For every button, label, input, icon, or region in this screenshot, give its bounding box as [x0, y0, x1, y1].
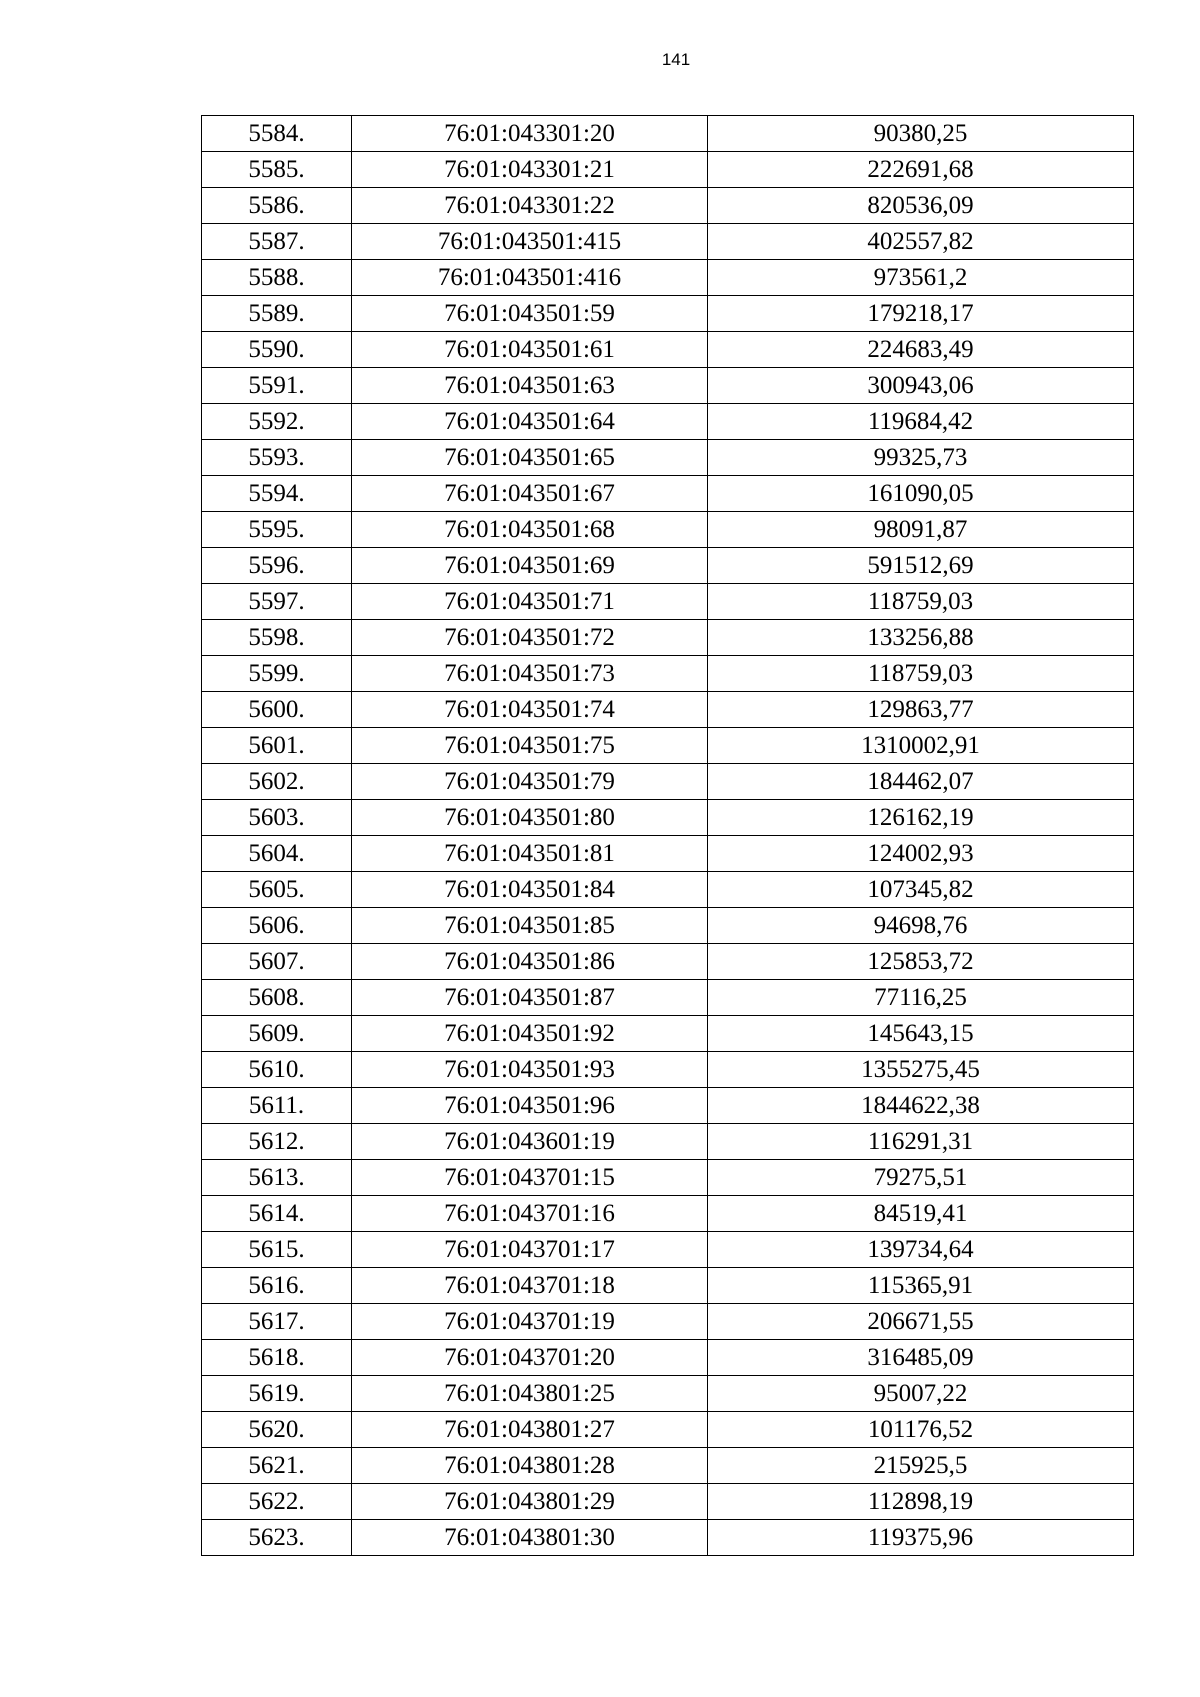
table-row: [202, 980, 1134, 1016]
cadastral-number-cell: 76:01:043601:19: [352, 1124, 708, 1160]
table-row: [202, 512, 1134, 548]
row-number-cell: 5622.: [202, 1484, 352, 1520]
cadastral-value-cell: 316485,09: [708, 1340, 1134, 1376]
row-number-cell: 5602.: [202, 764, 352, 800]
cadastral-number-cell: 76:01:043501:80: [352, 800, 708, 836]
cadastral-number-cell: 76:01:043501:84: [352, 872, 708, 908]
table-row: [202, 1016, 1134, 1052]
cadastral-value-cell: 222691,68: [708, 152, 1134, 188]
cadastral-value-cell: 99325,73: [708, 440, 1134, 476]
row-number-cell: 5617.: [202, 1304, 352, 1340]
row-number-cell: 5588.: [202, 260, 352, 296]
cadastral-number-cell: 76:01:043501:75: [352, 728, 708, 764]
row-number-cell: 5600.: [202, 692, 352, 728]
cadastral-number-cell: 76:01:043701:16: [352, 1196, 708, 1232]
cadastral-number-cell: 76:01:043501:93: [352, 1052, 708, 1088]
row-number-cell: 5611.: [202, 1088, 352, 1124]
cadastral-value-cell: 112898,19: [708, 1484, 1134, 1520]
table-row: [202, 728, 1134, 764]
table-row: [202, 1088, 1134, 1124]
row-number-cell: 5604.: [202, 836, 352, 872]
cadastral-number-cell: 76:01:043501:67: [352, 476, 708, 512]
row-number-cell: 5591.: [202, 368, 352, 404]
row-number-cell: 5614.: [202, 1196, 352, 1232]
cadastral-number-cell: 76:01:043501:71: [352, 584, 708, 620]
row-number-cell: 5613.: [202, 1160, 352, 1196]
table-row: [202, 548, 1134, 584]
cadastral-value-cell: 161090,05: [708, 476, 1134, 512]
cadastral-value-cell: 101176,52: [708, 1412, 1134, 1448]
row-number-cell: 5612.: [202, 1124, 352, 1160]
cadastral-number-cell: 76:01:043701:15: [352, 1160, 708, 1196]
table-row: [202, 1304, 1134, 1340]
cadastral-value-cell: 179218,17: [708, 296, 1134, 332]
table-row: [202, 800, 1134, 836]
cadastral-number-cell: 76:01:043501:416: [352, 260, 708, 296]
page-number: 141: [661, 50, 691, 69]
cadastral-number-cell: 76:01:043301:22: [352, 188, 708, 224]
cadastral-number-cell: 76:01:043701:17: [352, 1232, 708, 1268]
row-number-cell: 5619.: [202, 1376, 352, 1412]
cadastral-value-cell: 215925,5: [708, 1448, 1134, 1484]
cadastral-value-cell: 119375,96: [708, 1520, 1134, 1556]
table-row: [202, 656, 1134, 692]
cadastral-number-cell: 76:01:043801:25: [352, 1376, 708, 1412]
cadastral-number-cell: 76:01:043501:96: [352, 1088, 708, 1124]
table-row: [202, 116, 1134, 152]
row-number-cell: 5610.: [202, 1052, 352, 1088]
cadastral-number-cell: 76:01:043301:20: [352, 116, 708, 152]
row-number-cell: 5597.: [202, 584, 352, 620]
cadastral-value-cell: 77116,25: [708, 980, 1134, 1016]
table-row: [202, 368, 1134, 404]
cadastral-value-cell: 115365,91: [708, 1268, 1134, 1304]
table-row: [202, 908, 1134, 944]
row-number-cell: 5590.: [202, 332, 352, 368]
table-row: [202, 1268, 1134, 1304]
cadastral-value-cell: 79275,51: [708, 1160, 1134, 1196]
row-number-cell: 5584.: [202, 116, 352, 152]
row-number-cell: 5606.: [202, 908, 352, 944]
cadastral-number-cell: 76:01:043501:415: [352, 224, 708, 260]
row-number-cell: 5601.: [202, 728, 352, 764]
row-number-cell: 5603.: [202, 800, 352, 836]
cadastral-value-cell: 184462,07: [708, 764, 1134, 800]
cadastral-value-cell: 118759,03: [708, 584, 1134, 620]
cadastral-number-cell: 76:01:043501:61: [352, 332, 708, 368]
cadastral-number-cell: 76:01:043701:18: [352, 1268, 708, 1304]
row-number-cell: 5621.: [202, 1448, 352, 1484]
table-row: [202, 188, 1134, 224]
cadastral-number-cell: 76:01:043801:29: [352, 1484, 708, 1520]
row-number-cell: 5609.: [202, 1016, 352, 1052]
cadastral-number-cell: 76:01:043501:74: [352, 692, 708, 728]
table-row: [202, 1160, 1134, 1196]
cadastral-value-cell: 820536,09: [708, 188, 1134, 224]
cadastral-value-cell: 133256,88: [708, 620, 1134, 656]
row-number-cell: 5607.: [202, 944, 352, 980]
cadastral-number-cell: 76:01:043501:69: [352, 548, 708, 584]
table-row: [202, 224, 1134, 260]
cadastral-number-cell: 76:01:043501:92: [352, 1016, 708, 1052]
cadastral-number-cell: 76:01:043301:21: [352, 152, 708, 188]
table-row: [202, 692, 1134, 728]
table-row: [202, 944, 1134, 980]
table-row: [202, 440, 1134, 476]
row-number-cell: 5596.: [202, 548, 352, 584]
row-number-cell: 5605.: [202, 872, 352, 908]
table-row: [202, 872, 1134, 908]
table-row: [202, 1340, 1134, 1376]
row-number-cell: 5599.: [202, 656, 352, 692]
table-row: [202, 332, 1134, 368]
table-row: [202, 1196, 1134, 1232]
cadastral-number-cell: 76:01:043501:63: [352, 368, 708, 404]
cadastral-number-cell: 76:01:043501:87: [352, 980, 708, 1016]
table-row: [202, 1052, 1134, 1088]
cadastral-value-cell: 124002,93: [708, 836, 1134, 872]
cadastral-value-cell: 94698,76: [708, 908, 1134, 944]
cadastral-value-cell: 402557,82: [708, 224, 1134, 260]
cadastral-value-table: [201, 115, 1134, 1556]
cadastral-value-cell: 145643,15: [708, 1016, 1134, 1052]
cadastral-value-cell: 126162,19: [708, 800, 1134, 836]
cadastral-number-cell: 76:01:043801:28: [352, 1448, 708, 1484]
row-number-cell: 5586.: [202, 188, 352, 224]
row-number-cell: 5620.: [202, 1412, 352, 1448]
row-number-cell: 5595.: [202, 512, 352, 548]
cadastral-value-cell: 84519,41: [708, 1196, 1134, 1232]
cadastral-number-cell: 76:01:043501:72: [352, 620, 708, 656]
cadastral-number-cell: 76:01:043501:85: [352, 908, 708, 944]
cadastral-value-cell: 1844622,38: [708, 1088, 1134, 1124]
table-row: [202, 620, 1134, 656]
table-row: [202, 1520, 1134, 1556]
cadastral-value-cell: 107345,82: [708, 872, 1134, 908]
cadastral-value-cell: 591512,69: [708, 548, 1134, 584]
cadastral-number-cell: 76:01:043801:27: [352, 1412, 708, 1448]
row-number-cell: 5616.: [202, 1268, 352, 1304]
cadastral-number-cell: 76:01:043701:20: [352, 1340, 708, 1376]
table-row: [202, 1412, 1134, 1448]
row-number-cell: 5585.: [202, 152, 352, 188]
table-row: [202, 260, 1134, 296]
cadastral-number-cell: 76:01:043501:73: [352, 656, 708, 692]
table-row: [202, 404, 1134, 440]
cadastral-number-cell: 76:01:043501:59: [352, 296, 708, 332]
row-number-cell: 5623.: [202, 1520, 352, 1556]
cadastral-value-cell: 973561,2: [708, 260, 1134, 296]
row-number-cell: 5594.: [202, 476, 352, 512]
cadastral-number-cell: 76:01:043501:81: [352, 836, 708, 872]
cadastral-number-cell: 76:01:043701:19: [352, 1304, 708, 1340]
row-number-cell: 5587.: [202, 224, 352, 260]
cadastral-value-cell: 206671,55: [708, 1304, 1134, 1340]
cadastral-value-cell: 90380,25: [708, 116, 1134, 152]
row-number-cell: 5593.: [202, 440, 352, 476]
cadastral-value-cell: 1310002,91: [708, 728, 1134, 764]
cadastral-value-cell: 98091,87: [708, 512, 1134, 548]
table-row: [202, 1232, 1134, 1268]
table-row: [202, 1448, 1134, 1484]
table-row: [202, 836, 1134, 872]
cadastral-value-cell: 119684,42: [708, 404, 1134, 440]
row-number-cell: 5615.: [202, 1232, 352, 1268]
table-row: [202, 764, 1134, 800]
row-number-cell: 5618.: [202, 1340, 352, 1376]
table-row: [202, 152, 1134, 188]
table-row: [202, 1124, 1134, 1160]
cadastral-number-cell: 76:01:043501:79: [352, 764, 708, 800]
cadastral-number-cell: 76:01:043501:86: [352, 944, 708, 980]
cadastral-value-cell: 116291,31: [708, 1124, 1134, 1160]
cadastral-value-cell: 129863,77: [708, 692, 1134, 728]
cadastral-value-cell: 95007,22: [708, 1376, 1134, 1412]
table-row: [202, 584, 1134, 620]
table-row: [202, 296, 1134, 332]
cadastral-number-cell: 76:01:043501:68: [352, 512, 708, 548]
cadastral-number-cell: 76:01:043801:30: [352, 1520, 708, 1556]
table-row: [202, 1376, 1134, 1412]
row-number-cell: 5589.: [202, 296, 352, 332]
cadastral-value-cell: 300943,06: [708, 368, 1134, 404]
row-number-cell: 5598.: [202, 620, 352, 656]
cadastral-value-cell: 118759,03: [708, 656, 1134, 692]
cadastral-number-cell: 76:01:043501:64: [352, 404, 708, 440]
table-row: [202, 476, 1134, 512]
cadastral-value-cell: 224683,49: [708, 332, 1134, 368]
cadastral-value-cell: 139734,64: [708, 1232, 1134, 1268]
table-row: [202, 1484, 1134, 1520]
cadastral-number-cell: 76:01:043501:65: [352, 440, 708, 476]
table-body: [202, 116, 1134, 1556]
cadastral-value-cell: 1355275,45: [708, 1052, 1134, 1088]
row-number-cell: 5592.: [202, 404, 352, 440]
row-number-cell: 5608.: [202, 980, 352, 1016]
cadastral-value-cell: 125853,72: [708, 944, 1134, 980]
